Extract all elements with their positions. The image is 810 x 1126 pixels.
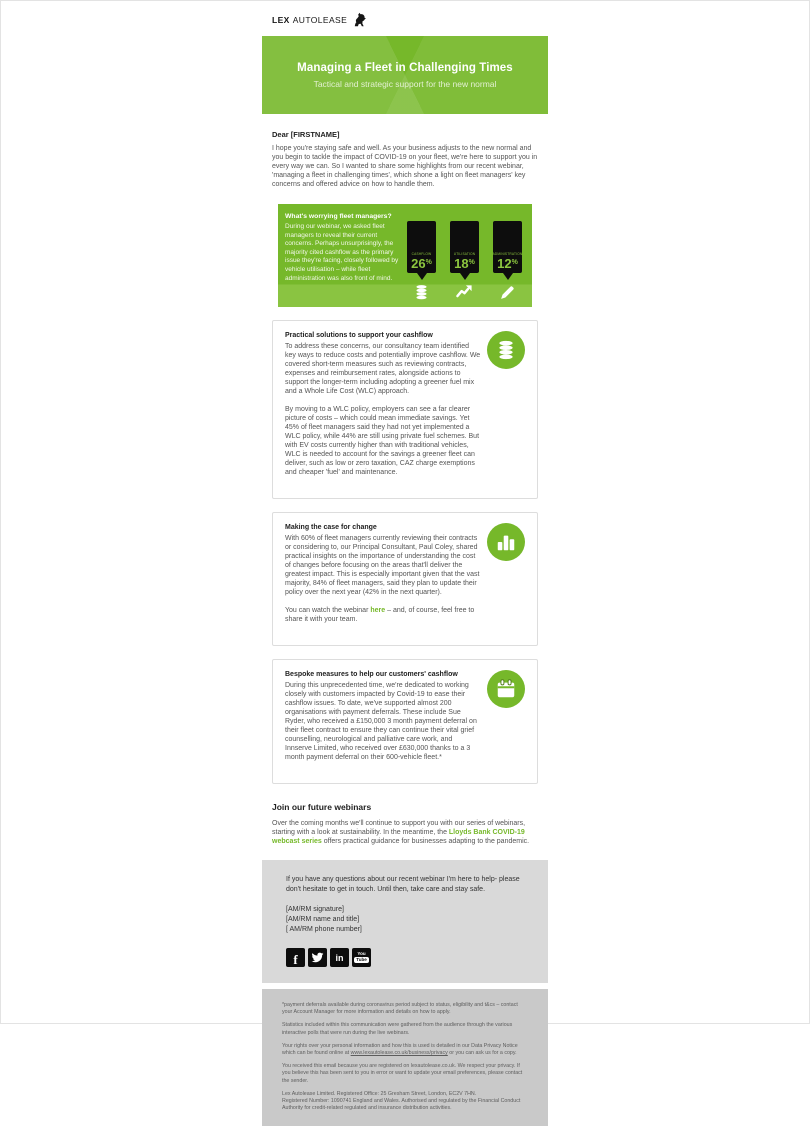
twitter-icon[interactable]: [308, 948, 327, 967]
privacy-policy-link[interactable]: www.lexautolease.co.uk/business/privacy: [350, 1050, 448, 1057]
footer-privacy-note: Your rights over your personal information and how this is used is detailed in our Data Privacy Notice which can be found online at www.lexautolease.co.uk/business/privacy or you can ask us for a copy.: [282, 1042, 518, 1057]
calendar-icon: [487, 670, 525, 708]
stat-bubble: [407, 221, 436, 273]
future-webinars-paragraph: Over the coming months we'll continue to support you with our series of webinars, starting with a look at sustainability. In the meantime, the Lloyds Bank COVID-19 webcast series offers practical guidance for businesses adapting to the pandemic.: [272, 820, 530, 845]
card-paragraph: To address these concerns, our consultancy team identified key ways to reduce costs and potentially improve cashflow. We covered short-term measures such as reviewing contracts, expenses and reimbursement rates, alongside actions to support the longer-term including adopting a greener fuel mix and a Whole Life Cost (WLC) approach.: [285, 343, 481, 395]
intro-paragraph: I hope you're staying safe and well. As your business adjusts to the new normal and you begin to tackle the impact of COVID-19 on your fleet, we're here to support you in every way we can. So I wanted to share some highlights from our recent webinar, 'managing a fleet in challenging times', which shone a light on fleet managers' key concerns and offered advice on how to handle them.: [272, 145, 538, 188]
stat-cashflow: [407, 221, 436, 301]
email-body: [262, 1, 548, 1126]
future-webinars-section: [262, 784, 548, 860]
bubble-pointer: [417, 273, 427, 280]
contact-message: If you have any questions about our recent webinar I'm here to help- please don't hesitate to get in touch. Until then, take care and stay safe.: [286, 876, 520, 893]
card-cashflow-solutions: [272, 320, 538, 499]
footer-company-line1: Lex Autolease Limited. Registered Office: 25 Gresham Street, London, EC2V 7HN.: [282, 1090, 477, 1097]
footer-unsubscribe-note: You received this email because you are registered on lexautolease.co.uk. We respect your privacy. If you believe this has been sent to you in error or want to update your email preferences, please contact the sender.: [282, 1063, 523, 1084]
linkedin-icon[interactable]: in: [330, 948, 349, 967]
bar-chart-icon: [487, 523, 525, 561]
stat-label: UTILISATION: [453, 252, 476, 256]
coins-icon: [413, 284, 430, 301]
email-header: [262, 1, 548, 36]
social-links: [286, 948, 524, 967]
black-horse-icon: [352, 12, 368, 27]
future-webinars-heading: Join our future webinars: [272, 802, 372, 812]
stat-utilisation: [450, 221, 479, 301]
webinar-here-link[interactable]: here: [370, 607, 386, 614]
stat-label: ADMINISTRATION: [492, 252, 523, 256]
salutation: Dear [FIRSTNAME]: [272, 130, 340, 139]
stat-value: 18%: [454, 256, 475, 271]
lloyds-webcast-link[interactable]: Lloyds Bank COVID-19 webcast series: [272, 829, 525, 845]
hero-subtitle: Tactical and strategic support for the new normal: [313, 78, 497, 89]
card-case-for-change: [272, 512, 538, 646]
intro-section: [262, 114, 548, 204]
hero-banner: [262, 36, 548, 114]
youtube-icon[interactable]: You Tube: [352, 948, 371, 967]
footer-deferrals-note: *payment deferrals available during coronavirus period subject to status, eligibility and t&cs – contact your Account Manager for more information and details on how to apply.: [282, 1002, 518, 1016]
card-paragraph: You can watch the webinar here – and, of course, feel free to share it with your team.: [285, 607, 475, 623]
stat-value: 26%: [411, 256, 432, 271]
lex-autolease-logo[interactable]: [272, 12, 368, 27]
card-heading: Bespoke measures to help our customers' cashflow: [285, 671, 458, 678]
am-rm-signature: [AM/RM signature]: [286, 906, 344, 913]
logo-text-autolease: AUTOLEASE: [292, 14, 348, 25]
stat-value: 12%: [497, 256, 518, 271]
stat-label: CASHFLOW: [411, 252, 432, 256]
coins-icon: [487, 331, 525, 369]
stats-group: [407, 213, 522, 301]
am-rm-phone: [ AM/RM phone number]: [286, 926, 362, 933]
bubble-pointer: [460, 273, 470, 280]
fleet-concerns-panel: [278, 204, 532, 307]
bubble-pointer: [503, 273, 513, 280]
trend-icon: [456, 284, 473, 301]
stat-administration: [493, 221, 522, 301]
card-paragraph: With 60% of fleet managers currently reviewing their contracts or considering to, our Principal Consultant, Paul Coley, shared practical insights on the importance of understanding the cost of changes before focusing on the areas that'll deliver the greatest impact. This is especially important given that the vast majority, 84% of fleet managers, said they plan to update their policy over the next year (42% in the next quarter).: [285, 535, 480, 596]
fleet-concerns-text: [285, 213, 407, 301]
footer-company-line2: Registered Number: 1090741 England and Wales. Authorised and regulated by the Financial Conduct Authority for credit-related regulated and insurance distribution activities.: [282, 1098, 521, 1112]
fleet-concerns-body: During our webinar, we asked fleet managers to reveal their current concerns. Perhaps unsurprisingly, the majority cited cashflow as the primary issue they're facing, closely followed by vehicle utilisation – while fleet administration was also front of mind.: [285, 223, 399, 282]
pencil-icon: [499, 284, 516, 301]
am-rm-name-title: [AM/RM name and title]: [286, 916, 360, 923]
logo-text-lex: LEX: [272, 14, 290, 25]
footer-statistics-note: Statistics included within this communication were gathered from the audience through the various interactive polls that were run during the live webinars.: [282, 1022, 513, 1036]
card-bespoke-measures: [272, 659, 538, 784]
card-heading: Making the case for change: [285, 524, 377, 531]
card-heading: Practical solutions to support your cashflow: [285, 332, 433, 339]
stat-bubble: [450, 221, 479, 273]
card-paragraph: During this unprecedented time, we're dedicated to working closely with customers impacted by Covid-19 to ease their cashflow issues. To date, we've supported almost 200 organisations with payment deferrals. These include Sue Ryder, who received a £150,000 3 month payment deferral on their fleet contract to ensure they can continue their vital grief counselling, neurological and palliative care work, and Innserve Limited, who received over £630,000 thanks to a 3 month payment deferral on their 600-vehicle fleet.*: [285, 682, 477, 761]
facebook-icon[interactable]: f: [286, 948, 305, 967]
card-paragraph: By moving to a WLC policy, employers can see a far clearer picture of costs – which could mean immediate savings. Yet 45% of fleet managers said they had not yet implemented a WLC policy, while 44% are still using private fuel schemes. But with EV costs currently higher than with traditional vehicles, WLC is needed to account for the savings a greener fleet can deliver, such as low or zero taxation, CAZ charge exemptions and cheaper 'fuel' and maintenance.: [285, 406, 480, 476]
fleet-concerns-heading: What's worrying fleet managers?: [285, 213, 392, 220]
hero-title: Managing a Fleet in Challenging Times: [297, 61, 513, 74]
stat-bubble: [493, 221, 522, 273]
legal-footer: [262, 989, 548, 1126]
contact-box: [262, 860, 548, 983]
